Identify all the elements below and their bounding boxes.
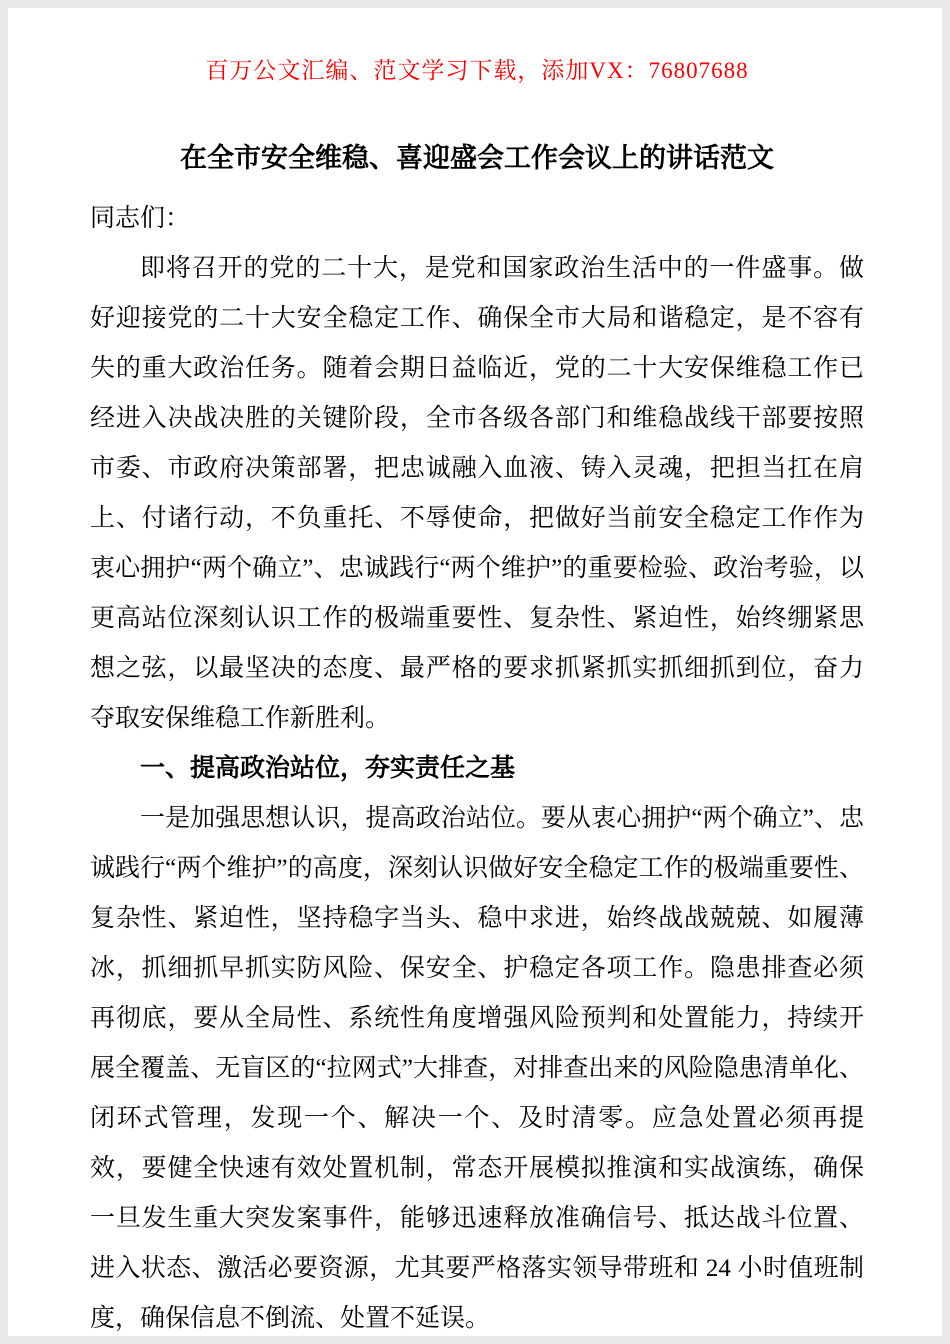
document-body bbox=[90, 194, 864, 1344]
promo-banner-text: 百万公文汇编、范文学习下载，添加VX：76807688 bbox=[205, 58, 749, 83]
section-heading-1: 一、提高政治站位，夯实责任之基 bbox=[140, 755, 516, 782]
paragraph-opening: 即将召开的党的二十大，是党和国家政治生活中的一件盛事。做好迎接党的二十大安全稳定工作、确保全市大局和谐稳定，是不容有失的重大政治任务。随着会期日益临近，党的二十大安保维稳工作已经进入决战决胜的关键阶段，全市各级各部门和维稳战线干部要按照市委、市政府决策部署，把忠诚融入血液、铸入灵魂，把担当扛在肩上、付诸行动，不负重托、不辱使命，把做好当前安全稳定工作作为衷心拥护“两个确立”、忠诚践行“两个维护”的重要检验、政治考验，以更高站位深刻认识工作的极端重要性、复杂性、紧迫性，始终绷紧思想之弦，以最坚决的态度、最严格的要求抓紧抓实抓细抓到位，奋力夺取安保维稳工作新胜利。 bbox=[90, 255, 864, 732]
salutation: 同志们： bbox=[90, 205, 191, 232]
word-page bbox=[8, 8, 942, 1336]
document-title: 在全市安全维稳、喜迎盛会工作会议上的讲话范文 bbox=[180, 143, 774, 173]
paragraph-section-1: 一是加强思想认识，提高政治站位。要从衷心拥护“两个确立”、忠诚践行“两个维护”的高度，深刻认识做好安全稳定工作的极端重要性、复杂性、紧迫性，坚持稳字当头、稳中求进，始终战战兢兢、如履薄冰，抓细抓早抓实防风险、保安全、护稳定各项工作。隐患排查必须再彻底，要从全局性、系统性角度增强风险预判和处置能力，持续开展全覆盖、无盲区的“拉网式”大排查，对排查出来的风险隐患清单化、闭环式管理，发现一个、解决一个、及时清零。应急处置必须再提效，要健全快速有效处置机制，常态开展模拟推演和实战演练，确保一旦发生重大突发案事件，能够迅速释放准确信号、抵达战斗位置、进入状态、激活必要资源，尤其要严格落实领导带班和 24 小时值班制度，确保信息不倒流、处置不延误。 bbox=[90, 805, 864, 1332]
